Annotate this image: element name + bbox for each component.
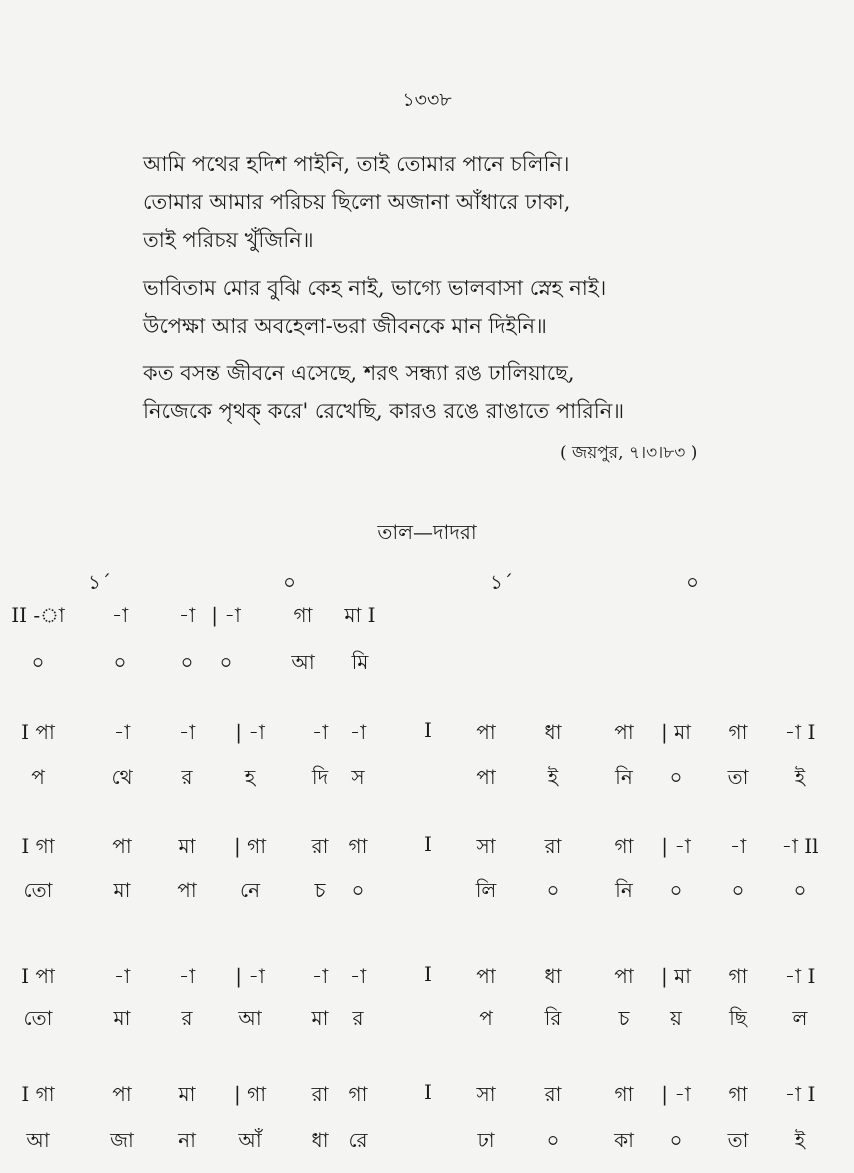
beat-mark: ১´ — [88, 570, 111, 594]
syllable: জা — [110, 1128, 134, 1152]
swara-note: I গা — [21, 1082, 55, 1106]
swara-note: মা — [178, 834, 196, 858]
syllable: ঢা — [477, 1128, 495, 1152]
lyric-line: তোমার আমার পরিচয় ছিলো অজানা আঁধারে ঢাকা, — [143, 190, 571, 214]
swara-row — [0, 718, 854, 750]
beat-mark: ১´ — [490, 570, 513, 594]
swara-note: মা I — [344, 603, 376, 627]
syllable: ০ — [351, 878, 365, 902]
syllable: পা — [177, 878, 197, 902]
syllable: দি — [311, 765, 329, 789]
swara-note: পা — [614, 720, 634, 744]
page-number: ১৩৩৮ — [402, 89, 452, 111]
swara-note: | -া — [235, 720, 265, 744]
swara-note: গা — [293, 603, 313, 627]
swara-note: | -া — [661, 834, 691, 858]
syllable: র — [181, 1006, 193, 1030]
swara-note: রা — [544, 834, 562, 858]
syllable: কা — [614, 1128, 634, 1152]
swara-note: গা — [728, 1082, 748, 1106]
syllable: নে — [239, 878, 261, 902]
syllable: তো — [23, 1006, 53, 1030]
syllable: লি — [475, 878, 497, 902]
swara-note: -া — [178, 720, 196, 744]
syllable: মা — [113, 1006, 131, 1030]
syllable: ০ — [180, 650, 194, 674]
syllable: ০ — [219, 650, 233, 674]
syllable: ল — [792, 1006, 808, 1030]
swara-note: রা — [311, 1082, 329, 1106]
syllable: মি — [351, 650, 369, 674]
syllable: ই — [794, 765, 806, 789]
syllable: তা — [727, 1128, 749, 1152]
swara-note: পা — [112, 1082, 132, 1106]
swara-note: -া — [729, 834, 747, 858]
syllable: রে — [348, 1128, 368, 1152]
swara-note: পা — [112, 834, 132, 858]
swara-note: -া — [178, 603, 196, 627]
syllable: আ — [26, 1128, 50, 1152]
swara-note: পা — [614, 964, 634, 988]
source-note: ( জয়পুর, ৭।৩।৮৩ ) — [560, 443, 698, 463]
syllable: ০ — [793, 878, 807, 902]
syllable: ছি — [729, 1006, 747, 1030]
syllable: র — [352, 1006, 364, 1030]
swara-note: II -া — [11, 603, 65, 627]
swara-note: গা — [614, 1082, 634, 1106]
syllable: ০ — [546, 878, 560, 902]
swara-note: -া — [111, 603, 129, 627]
syllable: থে — [111, 765, 133, 789]
syllable: ধা — [311, 1128, 329, 1152]
swara-row — [0, 601, 854, 633]
syllable: মা — [311, 1006, 329, 1030]
syllable: আ — [238, 1006, 262, 1030]
swara-note: -া — [178, 964, 196, 988]
lyric-line: আমি পথের হদিশ পাইনি, তাই তোমার পানে চলিনি। — [143, 152, 570, 176]
swara-note: গা — [348, 834, 368, 858]
syllable: ০ — [669, 1128, 683, 1152]
swara-note: | -া — [661, 1082, 691, 1106]
swara-note: রা — [311, 834, 329, 858]
beat-mark: ০ — [283, 570, 297, 594]
swara-row — [0, 832, 854, 864]
lyric-line: উপেক্ষা আর অবহেলা-ভরা জীবনকে মান দিইনি॥ — [143, 314, 547, 338]
swara-note: -া Il — [781, 834, 819, 858]
swara-note: -া — [113, 964, 131, 988]
swara-note: I — [424, 962, 432, 986]
swara-note: I পা — [21, 964, 55, 988]
swara-note: I — [424, 718, 432, 742]
swara-row — [0, 1080, 854, 1112]
swara-note: | -া — [211, 603, 241, 627]
syllable: নি — [615, 878, 633, 902]
syllable: র — [181, 765, 193, 789]
syllable: মা — [113, 878, 131, 902]
swara-note: | গা — [233, 1082, 266, 1106]
swara-note: ধা — [544, 964, 562, 988]
swara-note: পা — [476, 964, 496, 988]
syllable: চ — [314, 878, 326, 902]
swara-note: -া I — [784, 964, 816, 988]
swara-note: -া — [113, 720, 131, 744]
swara-note: | মা — [660, 720, 691, 744]
swara-note: পা — [476, 720, 496, 744]
swara-note: | গা — [233, 834, 266, 858]
lyric-line: কত বসন্ত জীবনে এসেছে, শরৎ সন্ধ্যা রঙ ঢালিয়াছে, — [143, 361, 575, 385]
swara-note: মা — [178, 1082, 196, 1106]
beat-mark: ০ — [686, 570, 700, 594]
syllable: আ — [291, 650, 315, 674]
swara-note: -া — [349, 720, 367, 744]
lyric-line: ভাবিতাম মোর বুঝি কেহ নাই, ভাগ্যে ভালবাসা স্নেহ নাই। — [143, 276, 607, 300]
swara-note: I গা — [21, 834, 55, 858]
syllable: ০ — [31, 650, 45, 674]
syllable: হ — [244, 765, 256, 789]
syllable: য় — [670, 1006, 682, 1030]
swara-note: ধা — [544, 720, 562, 744]
swara-note: -া — [311, 964, 329, 988]
syllable: পা — [476, 765, 496, 789]
word-row — [0, 1004, 854, 1036]
word-row — [0, 876, 854, 908]
swara-note: গা — [728, 720, 748, 744]
swara-note: | মা — [660, 964, 691, 988]
syllable: স — [351, 765, 365, 789]
syllable: না — [178, 1128, 196, 1152]
word-row — [0, 763, 854, 795]
word-row — [0, 1126, 854, 1158]
lyric-line: নিজেকে পৃথক্ করে' রেখেছি, কারও রঙে রাঙাতে পারিনি॥ — [143, 399, 625, 423]
swara-note: | -া — [235, 964, 265, 988]
swara-note: I — [424, 1080, 432, 1104]
swara-note: -া I — [784, 720, 816, 744]
swara-note: I পা — [21, 720, 55, 744]
word-row — [0, 648, 854, 680]
syllable: ০ — [113, 650, 127, 674]
swara-note: -া I — [784, 1082, 816, 1106]
syllable: আঁ — [238, 1128, 262, 1152]
syllable: রি — [544, 1006, 562, 1030]
syllable: ০ — [669, 765, 683, 789]
syllable: চ — [618, 1006, 630, 1030]
syllable: নি — [615, 765, 633, 789]
syllable: ০ — [669, 878, 683, 902]
swara-note: গা — [348, 1082, 368, 1106]
syllable: ই — [794, 1128, 806, 1152]
swara-note: সা — [476, 1082, 496, 1106]
swara-note: সা — [476, 834, 496, 858]
syllable: ০ — [546, 1128, 560, 1152]
syllable: তা — [727, 765, 749, 789]
syllable: ০ — [731, 878, 745, 902]
syllable: ই — [547, 765, 559, 789]
swara-note: -া — [311, 720, 329, 744]
syllable: প — [31, 765, 45, 789]
taal-heading: তাল—দাদরা — [377, 520, 477, 544]
lyric-line: তাই পরিচয় খুঁজিনি॥ — [143, 228, 314, 252]
swara-note: I — [424, 832, 432, 856]
syllable: তো — [23, 878, 53, 902]
swara-note: রা — [544, 1082, 562, 1106]
swara-note: গা — [614, 834, 634, 858]
swara-note: গা — [728, 964, 748, 988]
swara-row — [0, 962, 854, 994]
swara-note: -া — [349, 964, 367, 988]
syllable: প — [479, 1006, 493, 1030]
